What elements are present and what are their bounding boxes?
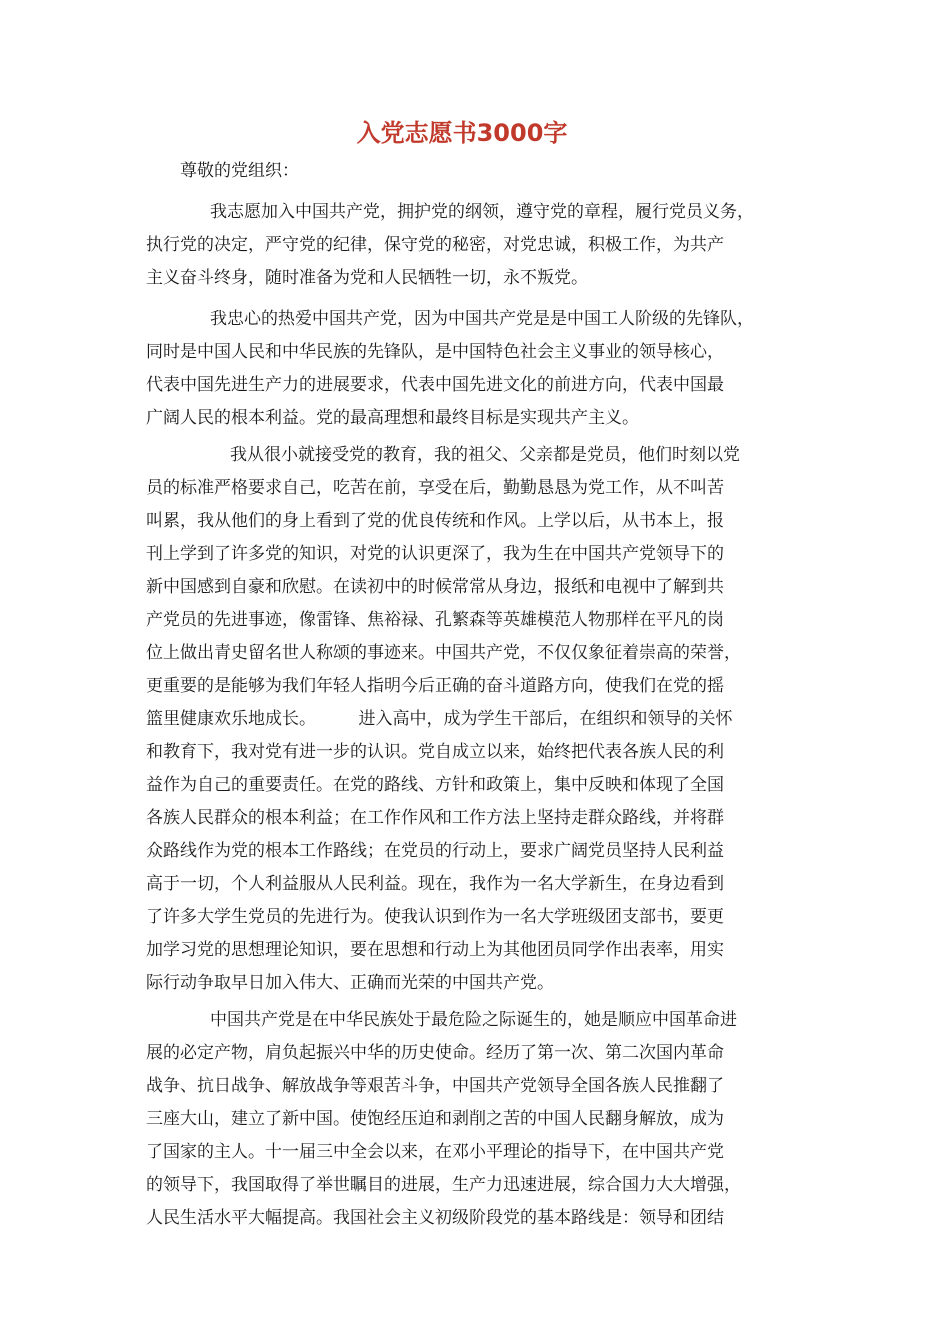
- paragraph-line: 益作为自己的重要责任。在党的路线、方针和政策上，集中反映和体现了全国: [146, 775, 724, 795]
- paragraph-line: 我忠心的热爱中国共产党，因为中国共产党是是中国工人阶级的先锋队，: [210, 309, 754, 329]
- paragraph-line: 展的必定产物，肩负起振兴中华的历史使命。经历了第一次、第二次国内革命: [146, 1043, 724, 1063]
- paragraph-line: 加学习党的思想理论知识，要在思想和行动上为其他团员同学作出表率，用实: [146, 940, 724, 960]
- paragraph-line: 同时是中国人民和中华民族的先锋队，是中国特色社会主义事业的领导核心，: [146, 342, 724, 362]
- paragraph-3: [146, 439, 816, 1000]
- paragraph-line: 人民生活水平大幅提高。我国社会主义初级阶段党的基本路线是：领导和团结: [146, 1208, 724, 1228]
- document-title: 入党志愿书3000字: [356, 119, 568, 147]
- paragraph-line: 了许多大学生党员的先进行为。使我认识到作为一名大学班级团支部书，要更: [146, 907, 724, 927]
- paragraph-line: 众路线作为党的根本工作路线；在党员的行动上，要求广阔党员坚持人民利益: [146, 841, 724, 861]
- paragraph-line: 广阔人民的根本利益。党的最高理想和最终目标是实现共产主义。: [146, 408, 639, 428]
- paragraph-line: 叫累，我从他们的身上看到了党的优良传统和作风。上学以后，从书本上，报: [146, 511, 724, 531]
- paragraph-1: [146, 196, 816, 295]
- paragraph-line: 战争、抗日战争、解放战争等艰苦斗争，中国共产党领导全国各族人民推翻了: [146, 1076, 724, 1096]
- paragraph-2: [146, 303, 816, 435]
- paragraph-line: 际行动争取早日加入伟大、正确而光荣的中国共产党。: [146, 973, 554, 993]
- paragraph-line: 代表中国先进生产力的进展要求，代表中国先进文化的前进方向，代表中国最: [146, 375, 724, 395]
- paragraph-line: 员的标准严格要求自己，吃苦在前，享受在后，勤勤恳恳为党工作，从不叫苦: [146, 478, 724, 498]
- paragraph-line: 了国家的主人。十一届三中全会以来，在邓小平理论的指导下，在中国共产党: [146, 1142, 724, 1162]
- paragraph-line: 我志愿加入中国共产党，拥护党的纲领，遵守党的章程，履行党员义务，: [210, 202, 754, 222]
- paragraph-line: 的领导下，我国取得了举世瞩目的进展，生产力迅速进展，综合国力大大增强，: [146, 1175, 741, 1195]
- paragraph-line: 我从很小就接受党的教育，我的祖父、父亲都是党员，他们时刻以党: [230, 445, 740, 465]
- paragraph-line: 更重要的是能够为我们年轻人指明今后正确的奋斗道路方向，使我们在党的摇: [146, 676, 724, 696]
- paragraph-line: 和教育下，我对党有进一步的认识。党自成立以来，始终把代表各族人民的利: [146, 742, 724, 762]
- paragraph-line: 刊上学到了许多党的知识，对党的认识更深了，我为生在中国共产党领导下的: [146, 544, 724, 564]
- paragraph-line: 执行党的决定，严守党的纪律，保守党的秘密，对党忠诚，积极工作，为共产: [146, 235, 724, 255]
- paragraph-line: 篮里健康欢乐地成长。 进入高中，成为学生干部后，在组织和领导的关怀: [146, 709, 733, 729]
- paragraph-line: 三座大山，建立了新中国。使饱经压迫和剥削之苦的中国人民翻身解放，成为: [146, 1109, 724, 1129]
- paragraph-line: 新中国感到自豪和欣慰。在读初中的时候常常从身边，报纸和电视中了解到共: [146, 577, 724, 597]
- paragraph-line: 主义奋斗终身，随时准备为党和人民牺牲一切，永不叛党。: [146, 268, 588, 288]
- paragraph-line: 高于一切，个人利益服从人民利益。现在，我作为一名大学新生，在身边看到: [146, 874, 724, 894]
- paragraph-line: 位上做出青史留名世人称颂的事迹来。中国共产党，不仅仅象征着崇高的荣誉，: [146, 643, 741, 663]
- paragraph-line: 中国共产党是在中华民族处于最危险之际诞生的，她是顺应中国革命进: [210, 1010, 737, 1030]
- paragraph-line: 各族人民群众的根本利益；在工作作风和工作方法上坚持走群众路线，并将群: [146, 808, 724, 828]
- paragraph-line: 产党员的先进事迹，像雷锋、焦裕禄、孔繁森等英雄模范人物那样在平凡的岗: [146, 610, 724, 630]
- paragraph-4: [146, 1004, 816, 1235]
- salutation: 尊敬的党组织：: [180, 161, 299, 181]
